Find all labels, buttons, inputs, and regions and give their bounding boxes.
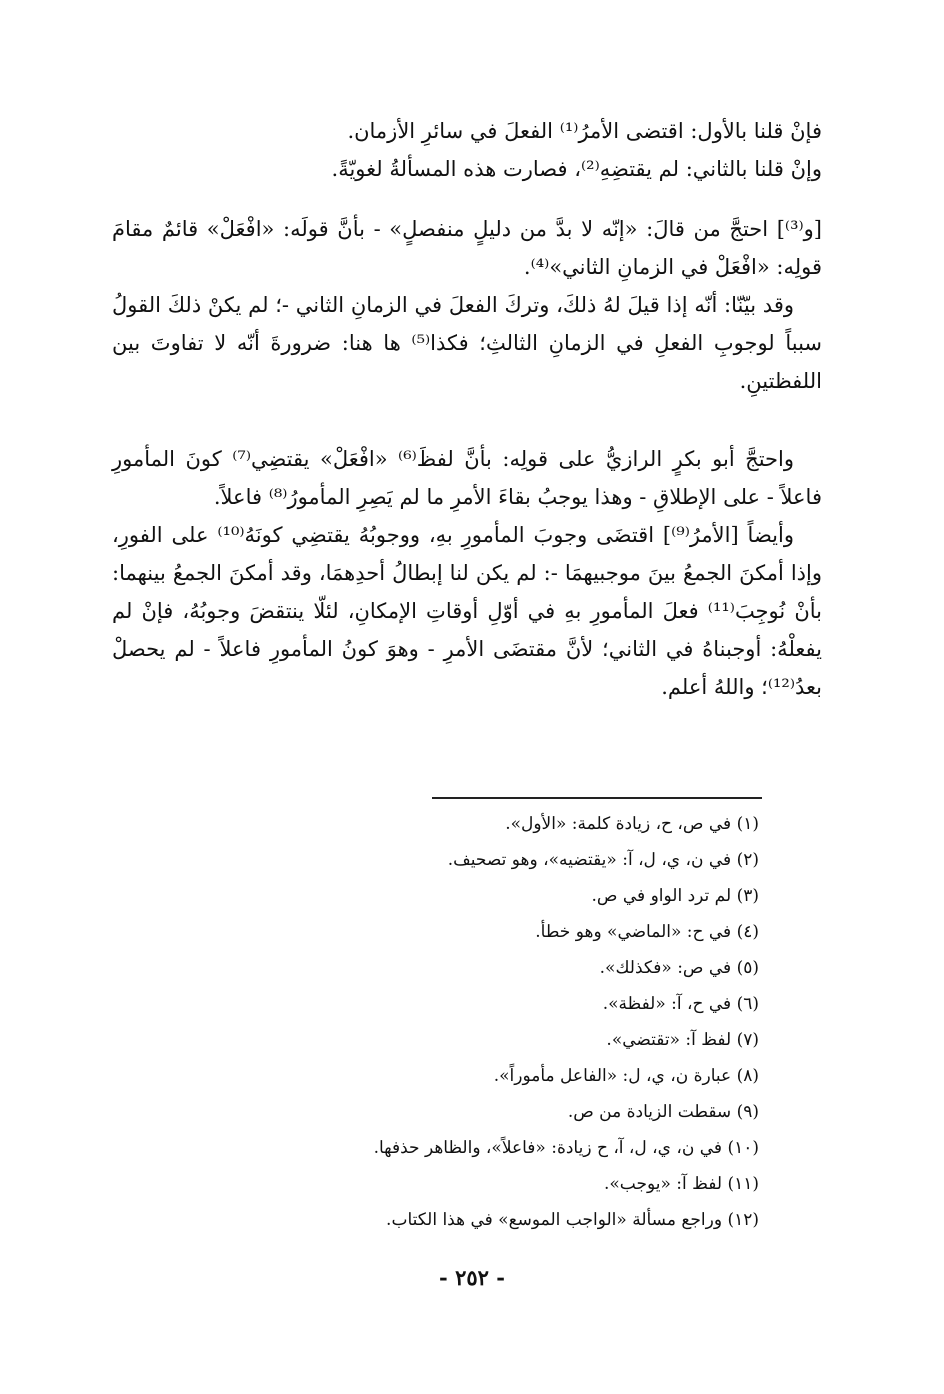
footnote-8: (٨) عبارة ن، ي، ل: «الفاعل مأموراً».	[493, 1066, 759, 1086]
footnote-1: (١) في ص، ح، زيادة كلمة: «الأول».	[505, 814, 759, 834]
paragraph-5: واحتجَّ أبو بكرٍ الرازيُّ على قولِه: بأنَّ لفظَ⁽⁶⁾ «افْعَلْ» يقتضِي⁽⁷⁾ كونَ المأمورِ فاعلاً - على الإطلاقِ - وهذا يوجبُ بقاءَ الأمرِ ما لم يَصِرِ المأمورُ⁽⁸⁾ فاعلاً.	[112, 447, 822, 509]
footnote-3: (٣) لم ترد الواو في ص.	[591, 886, 759, 906]
footnote-12: (١٢) وراجع مسألة «الواجب الموسع» في هذا الكتاب.	[386, 1210, 759, 1230]
page-number: - ٢٥٢ -	[439, 1265, 505, 1290]
paragraph-6: وأيضاً [الأمرُ⁽⁹⁾] اقتضَى وجوبَ المأمورِ بهِ، ووجوبُهُ يقتضِي كونَهُ⁽¹⁰⁾ على الفورِ، وإذا أمكنَ الجمعُ بينَ موجبيهمَا -: لم يكن لنا إبطالُ أحدِهمَا، وقد أمكنَ الجمعُ بينهما: بأنْ نُوجِبَ⁽¹¹⁾ فعلَ المأمورِ بهِ في أوّلِ أوقاتِ الإمكانِ، لئلّا ينتقضَ وجوبُهُ، فإنْ لم يفعلْهُ: أوجبناهُ في الثاني؛ لأنَّ مقتضَى الأمرِ - وهوَ كونُ المأمورِ فاعلاً - لم يحصلْ بعدُ⁽¹²⁾؛ واللهُ أعلم.	[112, 523, 822, 699]
paragraph-1: فإنْ قلنا بالأول: اقتضى الأمرُ⁽¹⁾ الفعلَ في سائرِ الأزمان.	[347, 119, 822, 143]
footnote-6: (٦) في ح، آ: «لفظة».	[602, 994, 759, 1014]
footnote-2: (٢) في ن، ي، ل، آ: «يقتضيه»، وهو تصحيف.	[447, 850, 759, 870]
paragraph-3: [و⁽³⁾] احتجَّ من قالَ: «إنّه لا بدَّ من دليلٍ منفصلٍ» - بأنَّ قولَه: «افْعَلْ» قائمٌ مقامَ قولِه: «افْعَلْ في الزمانِ الثاني»⁽⁴⁾.	[112, 217, 822, 279]
footnote-separator	[432, 797, 762, 799]
footnotes-list	[199, 806, 759, 1238]
footnote-11: (١١) لفظ آ: «يوجب».	[603, 1174, 759, 1194]
footnote-4: (٤) في ح: «الماضي» وهو خطأ.	[535, 922, 759, 942]
footnote-5: (٥) في ص: «فكذلك».	[599, 958, 759, 978]
paragraph-4: وقد بيّنّا: أنّه إذا قيلَ لهُ ذلكَ، وتركَ الفعلَ في الزمانِ الثاني -؛ لم يكنْ ذلكَ القولُ سبباً لوجوبِ الفعلِ في الزمانِ الثالثِ؛ فكذا⁽⁵⁾ ها هنا: ضرورةَ أنّه لا تفاوتَ بين اللفظتينِ.	[112, 293, 822, 393]
footnote-9: (٩) سقطت الزيادة من ص.	[567, 1102, 759, 1122]
footnote-10: (١٠) في ن، ي، ل، آ، ح زيادة: «فاعلاً»، والظاهر حذفها.	[373, 1138, 759, 1158]
main-text	[112, 112, 822, 706]
paragraph-2: وإنْ قلنا بالثاني: لم يقتضِهِ⁽²⁾، فصارت هذه المسألةُ لغويّةً.	[331, 157, 822, 181]
footnote-7: (٧) لفظ آ: «تقتضي».	[606, 1030, 759, 1050]
